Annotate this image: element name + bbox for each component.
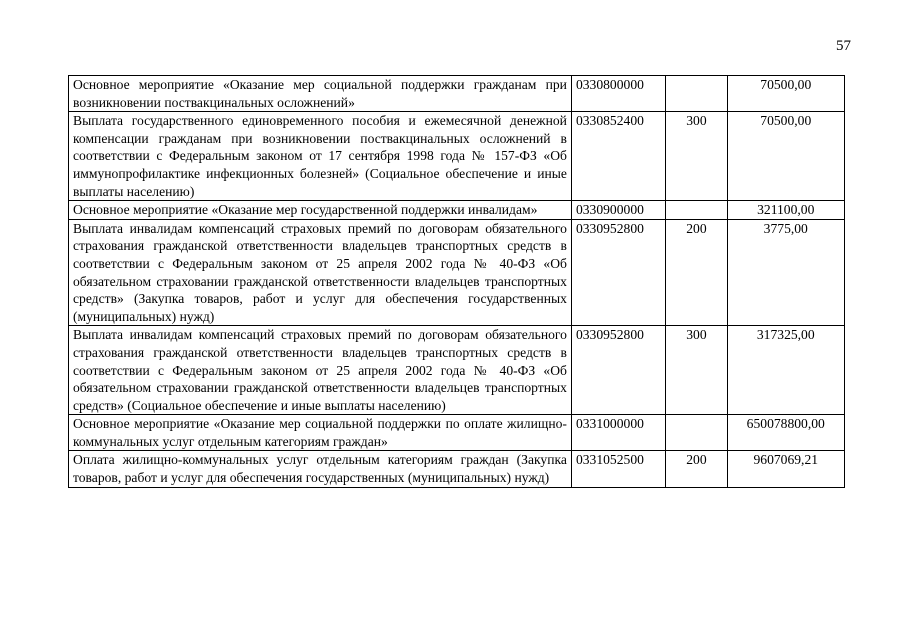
row-expense-type: [666, 201, 727, 220]
row-target-code: 0330800000: [571, 76, 665, 112]
table-row: [69, 76, 845, 112]
row-amount: 650078800,00: [727, 415, 844, 451]
row-target-code: 0330900000: [571, 201, 665, 220]
row-amount: 9607069,21: [727, 451, 844, 487]
table-row: [69, 451, 845, 487]
row-target-code: 0331052500: [571, 451, 665, 487]
row-amount: 70500,00: [727, 112, 844, 201]
row-amount: 3775,00: [727, 219, 844, 326]
row-expense-type: 300: [666, 112, 727, 201]
row-expense-type: [666, 76, 727, 112]
row-expense-type: 300: [666, 326, 727, 415]
row-target-code: 0330852400: [571, 112, 665, 201]
row-description: Основное мероприятие «Оказание мер социальной поддержки гражданам при возникновении поствакцинальных осложнений»: [69, 76, 572, 112]
budget-table: [68, 75, 845, 488]
table-row: [69, 415, 845, 451]
table-row: [69, 219, 845, 326]
row-target-code: 0331000000: [571, 415, 665, 451]
row-description: Выплата государственного единовременного пособия и ежемесячной денежной компенсации гражданам при возникновении поствакцинальных осложнений в соответствии с Федеральным законом от 17 сентября 1998 года № 157-ФЗ «Об иммунопрофилактике инфекционных болезней» (Социальное обеспечение и иные выплаты населению): [69, 112, 572, 201]
row-amount: 70500,00: [727, 76, 844, 112]
row-expense-type: 200: [666, 451, 727, 487]
row-amount: 321100,00: [727, 201, 844, 220]
row-target-code: 0330952800: [571, 326, 665, 415]
row-description: Оплата жилищно-коммунальных услуг отдельным категориям граждан (Закупка товаров, работ и услуг для обеспечения государственных (муниципальных) нужд): [69, 451, 572, 487]
row-amount: 317325,00: [727, 326, 844, 415]
page-number: 57: [836, 38, 851, 54]
row-target-code: 0330952800: [571, 219, 665, 326]
row-expense-type: 200: [666, 219, 727, 326]
row-description: Выплата инвалидам компенсаций страховых премий по договорам обязательного страхования гражданской ответственности владельцев транспортных средств в соответствии с Федеральным законом от 25 апреля 2002 года № 40-ФЗ «Об обязательном страховании гражданской ответственности владельцев транспортных средств» (Социальное обеспечение и иные выплаты населению): [69, 326, 572, 415]
row-description: Выплата инвалидам компенсаций страховых премий по договорам обязательного страхования гражданской ответственности владельцев транспортных средств в соответствии с Федеральным законом от 25 апреля 2002 года № 40-ФЗ «Об обязательном страховании гражданской ответственности владельцев транспортных средств» (Закупка товаров, работ и услуг для обеспечения государственных (муниципальных) нужд): [69, 219, 572, 326]
row-description: Основное мероприятие «Оказание мер государственной поддержки инвалидам»: [69, 201, 572, 220]
row-expense-type: [666, 415, 727, 451]
table-row: [69, 201, 845, 220]
table-row: [69, 112, 845, 201]
row-description: Основное мероприятие «Оказание мер социальной поддержки по оплате жилищно-коммунальных услуг отдельным категориям граждан»: [69, 415, 572, 451]
table-row: [69, 326, 845, 415]
